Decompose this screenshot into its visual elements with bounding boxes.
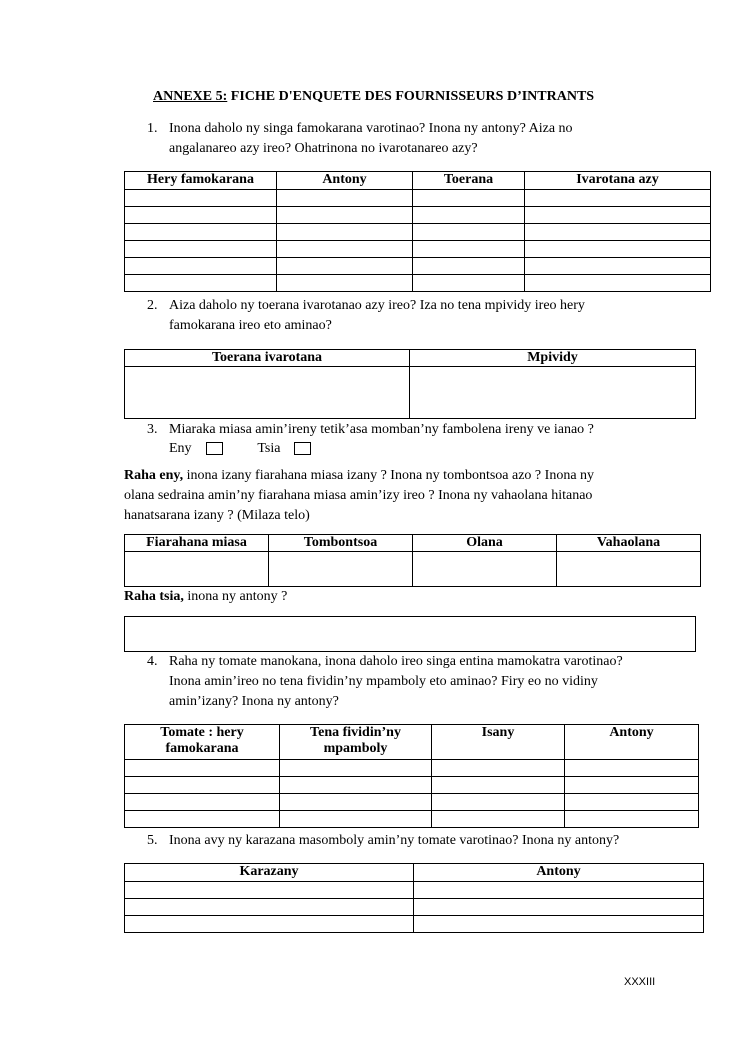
- table-cell[interactable]: [277, 258, 413, 275]
- question-text-line: amin’izany? Inona ny antony?: [169, 694, 339, 709]
- paragraph-line: hanatsarana izany ? (Milaza telo): [124, 508, 310, 523]
- table-row: [125, 760, 699, 777]
- table-header: Fiarahana miasa: [125, 535, 269, 552]
- raha-eny-label: Raha eny,: [124, 468, 184, 483]
- table-cell[interactable]: [125, 241, 277, 258]
- table-cell[interactable]: [413, 241, 525, 258]
- question-text-line: Inona amin’ireo no tena fividin’ny mpamboly eto aminao? Firy eo no vidiny: [169, 674, 598, 689]
- table-header: Hery famokarana: [125, 172, 277, 190]
- table-cell[interactable]: [277, 190, 413, 207]
- table-cell[interactable]: [525, 275, 711, 292]
- table-cell[interactable]: [525, 258, 711, 275]
- table-cell[interactable]: [269, 552, 413, 587]
- raha-tsia-answer-box[interactable]: [124, 616, 696, 652]
- question-number: 2.: [147, 298, 158, 313]
- no-checkbox[interactable]: [294, 442, 311, 455]
- table-cell[interactable]: [125, 811, 280, 828]
- table-cell[interactable]: [413, 207, 525, 224]
- table-header-row: [125, 172, 711, 190]
- table-row: [125, 794, 699, 811]
- question-number: 3.: [147, 422, 158, 437]
- question-2: [147, 296, 667, 336]
- table-header: Toerana ivarotana: [125, 350, 410, 367]
- table-cell[interactable]: [125, 367, 410, 419]
- table-cell[interactable]: [413, 275, 525, 292]
- table-cell[interactable]: [557, 552, 701, 587]
- table-cell[interactable]: [125, 794, 280, 811]
- table-cell[interactable]: [414, 882, 704, 899]
- table-cell[interactable]: [525, 190, 711, 207]
- table-row: [125, 552, 701, 587]
- table-cell[interactable]: [125, 760, 280, 777]
- table-cell[interactable]: [125, 882, 414, 899]
- question-3: [147, 420, 667, 460]
- table-row: [125, 190, 711, 207]
- raha-eny-paragraph: [124, 466, 684, 526]
- table-cell[interactable]: [125, 258, 277, 275]
- production-inputs-table: [124, 171, 711, 292]
- table-cell[interactable]: [277, 224, 413, 241]
- table-cell[interactable]: [125, 899, 414, 916]
- question-5: [147, 831, 687, 851]
- table-cell[interactable]: [413, 552, 557, 587]
- table-cell[interactable]: [125, 916, 414, 933]
- table-cell[interactable]: [432, 794, 565, 811]
- table-header: Karazany: [125, 864, 414, 882]
- table-header: Antony: [565, 725, 699, 760]
- tomato-inputs-table: [124, 724, 699, 828]
- sales-location-table: [124, 349, 696, 419]
- question-text-line: Aiza daholo ny toerana ivarotanao azy ireo? Iza no tena mpividy ireo hery: [169, 298, 585, 313]
- table-cell[interactable]: [125, 224, 277, 241]
- table-header: Antony: [277, 172, 413, 190]
- table-header: Ivarotana azy: [525, 172, 711, 190]
- question-text-line: Raha ny tomate manokana, inona daholo ireo singa entina mamokatra varotinao?: [169, 654, 623, 669]
- table-row: [125, 882, 704, 899]
- question-text-line: angalanareo azy ireo? Ohatrinona no ivarotanareo azy?: [169, 141, 478, 156]
- paragraph-line: olana sedraina amin’ny fiarahana miasa amin’izy ireo ? Inona ny vahaolana hitanao: [124, 488, 593, 503]
- table-header-row: [125, 725, 699, 760]
- question-4: [147, 652, 687, 712]
- table-cell[interactable]: [125, 207, 277, 224]
- table-cell[interactable]: [277, 207, 413, 224]
- table-header-row: [125, 864, 704, 882]
- table-cell[interactable]: [125, 552, 269, 587]
- table-row: [125, 916, 704, 933]
- question-text-line: Inona avy ny karazana masomboly amin’ny tomate varotinao? Inona ny antony?: [169, 833, 620, 848]
- table-header: Tombontsoa: [269, 535, 413, 552]
- table-cell[interactable]: [432, 811, 565, 828]
- table-cell[interactable]: [277, 241, 413, 258]
- table-row: [125, 811, 699, 828]
- table-row: [125, 224, 711, 241]
- question-text-line: Miaraka miasa amin’ireny tetik’asa momban’ny fambolena ireny ve ianao ?: [169, 422, 594, 437]
- annex-label: ANNEXE 5:: [153, 89, 228, 104]
- table-cell[interactable]: [525, 241, 711, 258]
- table-cell[interactable]: [432, 777, 565, 794]
- table-cell[interactable]: [525, 224, 711, 241]
- table-cell[interactable]: [565, 794, 699, 811]
- table-header: Vahaolana: [557, 535, 701, 552]
- table-cell[interactable]: [565, 777, 699, 794]
- question-text-line: Inona daholo ny singa famokarana varotinao? Inona ny antony? Aiza no: [169, 121, 573, 136]
- table-cell[interactable]: [413, 190, 525, 207]
- seed-variety-table: [124, 863, 704, 933]
- table-header: Mpividy: [410, 350, 696, 367]
- question-1: [147, 119, 667, 159]
- page-title: [153, 89, 594, 105]
- table-row: [125, 275, 711, 292]
- yes-label: Eny: [169, 441, 192, 456]
- table-cell[interactable]: [125, 190, 277, 207]
- table-header: Tomate : hery famokarana: [125, 725, 280, 760]
- table-cell[interactable]: [125, 275, 277, 292]
- raha-tsia-text: inona ny antony ?: [183, 589, 288, 604]
- partnership-table: [124, 534, 701, 587]
- table-cell[interactable]: [414, 916, 704, 933]
- table-cell[interactable]: [525, 207, 711, 224]
- table-cell[interactable]: [413, 258, 525, 275]
- table-cell[interactable]: [125, 777, 280, 794]
- table-cell[interactable]: [277, 275, 413, 292]
- table-cell[interactable]: [414, 899, 704, 916]
- table-header: Tena fividin’ny mpamboly: [280, 725, 432, 760]
- table-header: Isany: [432, 725, 565, 760]
- table-cell[interactable]: [432, 760, 565, 777]
- yes-no-options: [169, 439, 311, 459]
- table-header: Toerana: [413, 172, 525, 190]
- table-row: [125, 241, 711, 258]
- page-number: XXXIII: [624, 976, 656, 988]
- table-cell[interactable]: [565, 760, 699, 777]
- table-header-row: [125, 535, 701, 552]
- table-row: [125, 777, 699, 794]
- paragraph-line: inona izany fiarahana miasa izany ? Inona ny tombontsoa azo ? Inona ny: [183, 468, 595, 483]
- raha-tsia-label: Raha tsia,: [124, 589, 184, 604]
- table-cell[interactable]: [280, 794, 432, 811]
- table-header: Antony: [414, 864, 704, 882]
- annex-title: FICHE D'ENQUETE DES FOURNISSEURS D’INTRANTS: [227, 89, 595, 104]
- question-text-line: famokarana ireo eto aminao?: [169, 318, 332, 333]
- question-number: 1.: [147, 121, 158, 136]
- table-row: [125, 207, 711, 224]
- table-header-row: [125, 350, 696, 367]
- no-label: Tsia: [257, 441, 281, 456]
- table-cell[interactable]: [410, 367, 696, 419]
- table-cell[interactable]: [280, 811, 432, 828]
- yes-checkbox[interactable]: [206, 442, 223, 455]
- table-row: [125, 258, 711, 275]
- table-row: [125, 899, 704, 916]
- table-cell[interactable]: [280, 777, 432, 794]
- table-cell[interactable]: [413, 224, 525, 241]
- question-number: 4.: [147, 654, 158, 669]
- raha-tsia-line: [124, 587, 287, 607]
- table-cell[interactable]: [280, 760, 432, 777]
- table-row: [125, 367, 696, 419]
- question-number: 5.: [147, 833, 158, 848]
- table-header: Olana: [413, 535, 557, 552]
- table-cell[interactable]: [565, 811, 699, 828]
